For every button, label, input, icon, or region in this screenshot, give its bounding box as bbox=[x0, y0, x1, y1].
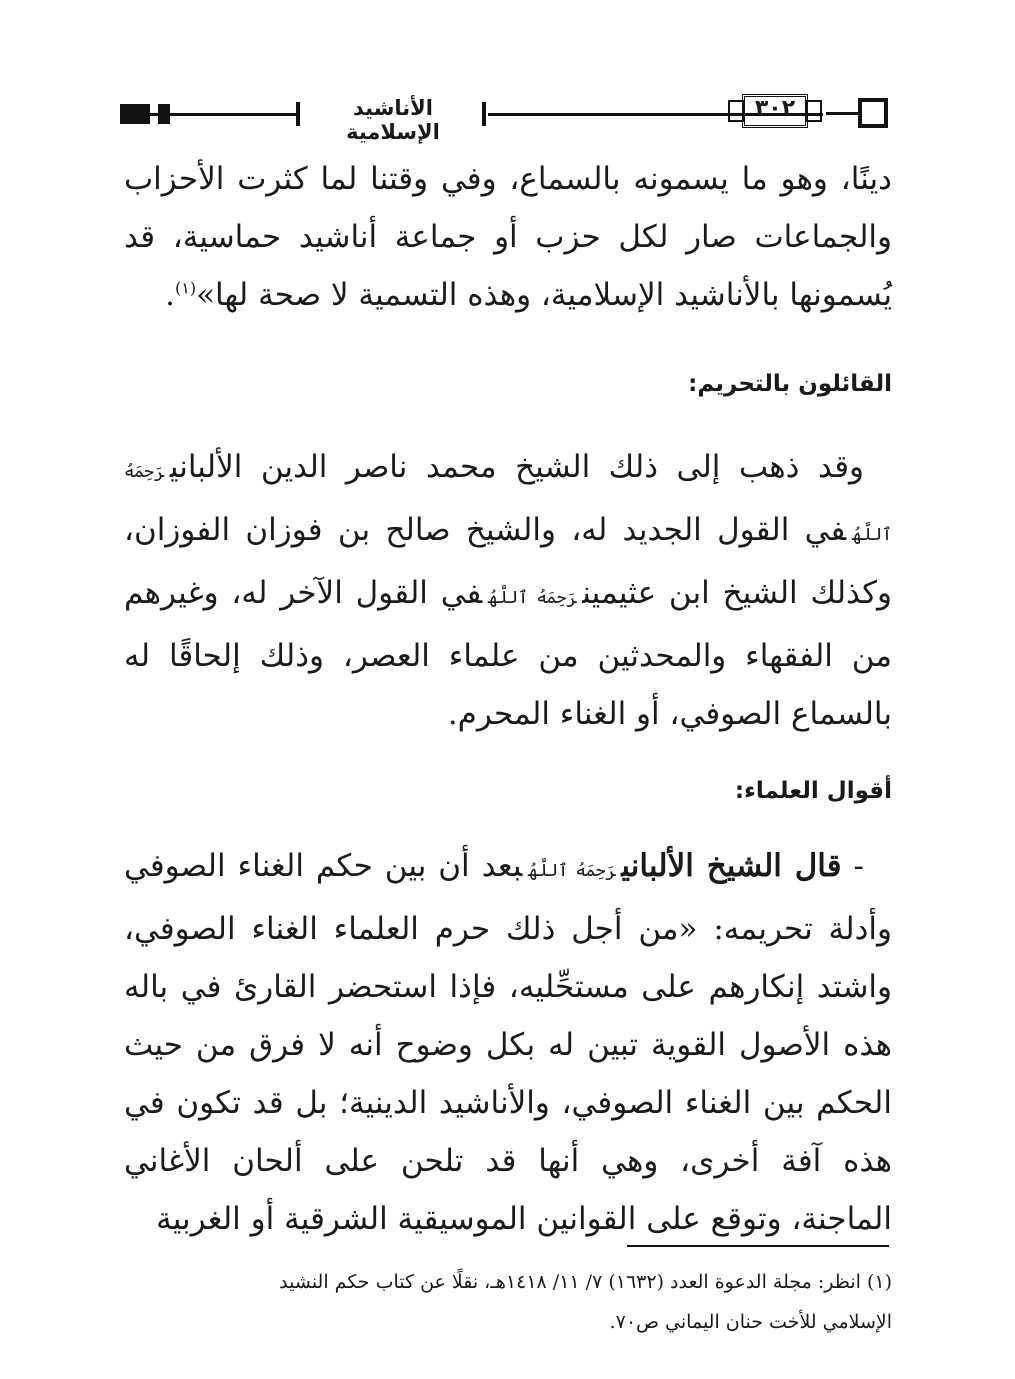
quote-speaker: قال الشيخ الألباني bbox=[621, 848, 842, 884]
paragraph-scholars bbox=[124, 438, 892, 743]
header-rule bbox=[826, 112, 860, 115]
footnote-line: (١) انظر: مجلة الدعوة العدد (١٦٣٢) ٧/ ١١/ ١٤١٨هـ، نقلًا عن كتاب حكم النشيد bbox=[279, 1271, 892, 1293]
paragraph-text: دينًا، وهو ما يسمونه بالسماع، وفي وقتنا لما كثرت الأحزاب والجماعات صار لكل حزب أو جماعة أناشيد حماسية، قد يُسمونها بالأناشيد الإسلامية، وهذه التسمية لا صحة لها» bbox=[124, 161, 892, 313]
honorific-glyph: رَحِمَهُ ٱللَّهُ bbox=[528, 861, 616, 881]
honorific-glyph: رَحِمَهُ ٱللَّهُ bbox=[488, 588, 577, 608]
frame-ornament-icon bbox=[806, 100, 822, 122]
paragraph-continuation bbox=[124, 150, 892, 324]
page-number-frame bbox=[720, 94, 828, 130]
honorific-glyph: رَحِمَهُ ٱللَّهُ bbox=[124, 462, 892, 545]
page-body bbox=[124, 150, 892, 1248]
header-end-square bbox=[858, 98, 888, 128]
footnote bbox=[130, 1262, 892, 1342]
footnote-reference[interactable]: (١) bbox=[174, 278, 197, 298]
footnote-line: الإسلامي للأخت حنان اليماني ص٧٠. bbox=[609, 1311, 892, 1333]
running-header bbox=[120, 90, 895, 144]
list-dash: - bbox=[841, 848, 864, 884]
paragraph-albani-quote bbox=[124, 837, 892, 1248]
header-rule bbox=[140, 113, 300, 116]
header-divider bbox=[482, 102, 486, 126]
header-divider bbox=[296, 102, 300, 126]
section-heading-scholars-sayings: أقوال العلماء: bbox=[734, 778, 892, 804]
paragraph-end: . bbox=[165, 277, 175, 313]
paragraph-text: في القول الآخر له، وغيرهم من الفقهاء والمحدثين من علماء العصر، وذلك إلحاقًا له بالسماع الصوفي، أو الغناء المحرم. bbox=[124, 575, 892, 732]
paragraph-text: وقد ذهب إلى ذلك الشيخ محمد ناصر الدين الألباني bbox=[169, 449, 864, 485]
footnote-separator bbox=[627, 1245, 889, 1247]
header-title: الأناشيد الإسلامية bbox=[346, 96, 440, 144]
paragraph-text: بعد أن بين حكم الغناء الصوفي وأدلة تحريمه: «من أجل ذلك حرم العلماء الغناء الصوفي، واشتد إنكارهم على مستحِّليه، فإذا استحضر القارئ في باله هذه الأصول القوية تبين له بكل وضوح أنه لا فرق من حيث الحكم بين الغناء الصوفي، والأناشيد الدينية؛ بل قد تكون في هذه آفة أخرى، وهي أنها قد تلحن على ألحان الأغاني الماجنة، وتوقع على القوانين الموسيقية الشرقية أو الغربية bbox=[124, 848, 892, 1237]
section-heading-prohibition: القائلون بالتحريم: bbox=[688, 371, 892, 397]
paragraph-text: في القول الجديد له، والشيخ صالح بن فوزان الفوزان، وكذلك الشيخ ابن عثيمين bbox=[124, 512, 893, 611]
page-number: ٣٠٢ bbox=[754, 96, 796, 121]
